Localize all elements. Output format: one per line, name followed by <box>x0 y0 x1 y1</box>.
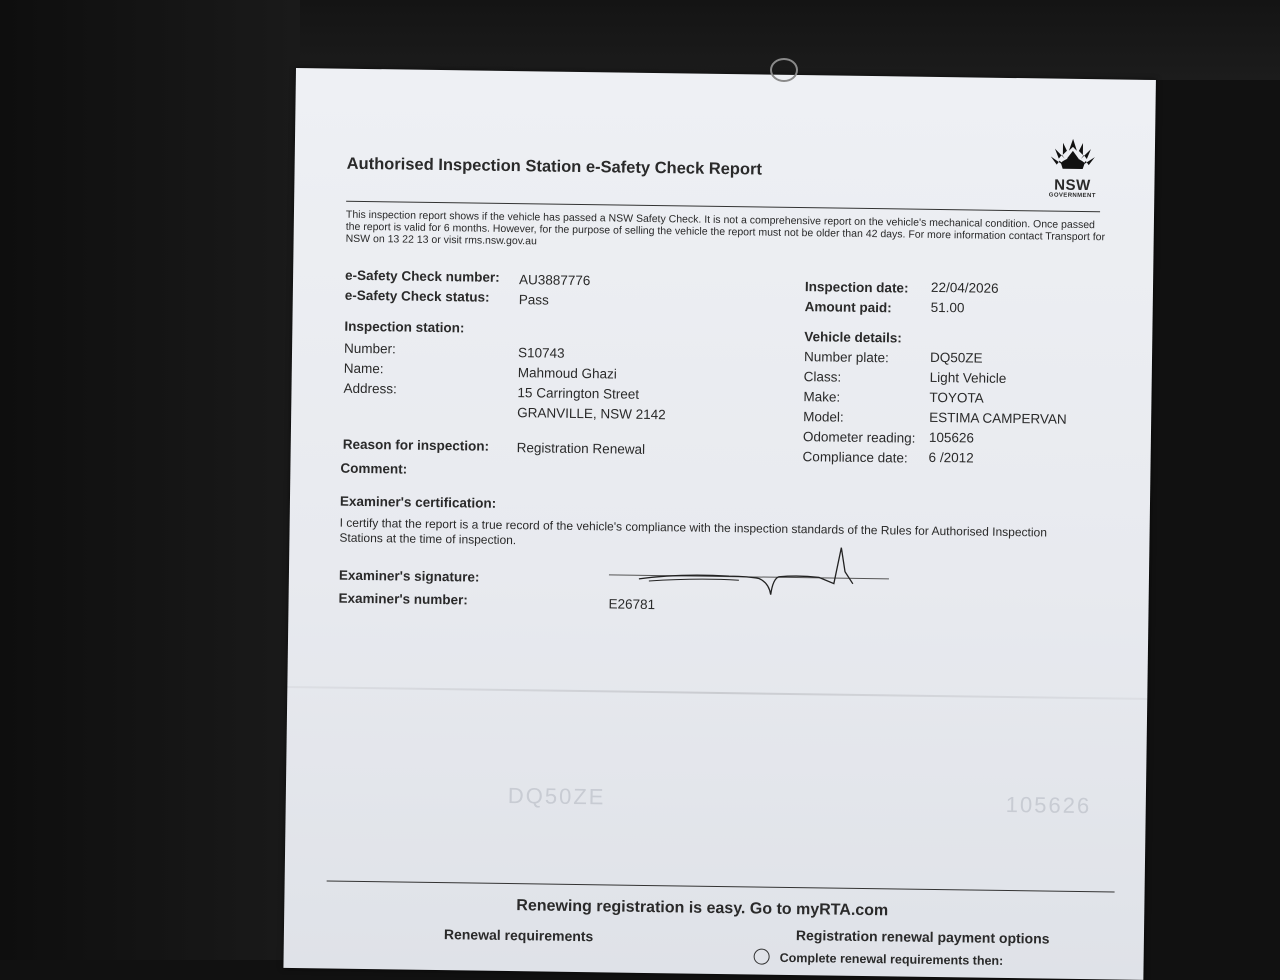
embossed-plate-impression: DQ50ZE <box>507 783 606 810</box>
logo-wordmark: NSW <box>1054 176 1091 195</box>
class-value: Light Vehicle <box>929 369 1007 386</box>
model-value: ESTIMA CAMPERVAN <box>929 409 1067 427</box>
station-name-label: Name: <box>343 360 384 377</box>
vehicle-details-heading: Vehicle details: <box>804 329 902 346</box>
reason-label: Reason for inspection: <box>342 436 490 454</box>
inspection-report-paper <box>283 68 1155 980</box>
payment-option-text: Complete renewal requirements then: <box>779 950 1004 968</box>
odometer-value: 105626 <box>928 429 975 446</box>
check-status-label: e-Safety Check status: <box>344 287 490 305</box>
station-number-value: S10743 <box>517 345 565 361</box>
make-label: Make: <box>803 389 841 405</box>
report-title: Authorised Inspection Station e-Safety Check Report <box>346 154 763 179</box>
class-label: Class: <box>803 369 842 385</box>
washer-object <box>770 58 798 82</box>
report-intro: This inspection report shows if the vehicle has passed a NSW Safety Check. It is not a comprehensive report on the vehicle's mechanical condition. Once passed the report is valid for 6 months. However, for the purpose of selling the vehicle the report must not be older than 42 days. For more information contact Transport for NSW on 13 22 13 or visit rms.nsw.gov.au <box>345 208 1106 248</box>
check-number-label: e-Safety Check number: <box>345 267 500 285</box>
certification-heading: Examiner's certification: <box>339 493 497 511</box>
inspection-station-heading: Inspection station: <box>344 318 465 336</box>
examiner-number-label: Examiner's number: <box>338 590 468 608</box>
reason-value: Registration Renewal <box>516 440 646 457</box>
footer-headline: Renewing registration is easy. Go to myRTA.com <box>516 897 889 920</box>
background-left <box>0 0 300 960</box>
certification-text: I certify that the report is a true record of the vehicle's compliance with the inspection standards of the Rules for Authorised Inspection Stations at the time of inspection. <box>339 515 1048 548</box>
amount-paid-value: 51.00 <box>930 299 965 316</box>
footer-rule <box>327 881 1115 893</box>
station-address-line2: GRANVILLE, NSW 2142 <box>517 405 666 423</box>
station-address-line1: 15 Carrington Street <box>517 385 640 402</box>
payment-option-radio <box>754 948 770 964</box>
station-name-value: Mahmoud Ghazi <box>517 365 617 382</box>
signature-label: Examiner's signature: <box>338 567 480 585</box>
renewal-requirements-heading: Renewal requirements <box>443 926 594 945</box>
odometer-label: Odometer reading: <box>802 429 916 446</box>
inspection-date-label: Inspection date: <box>804 279 909 296</box>
comment-label: Comment: <box>340 460 408 477</box>
compliance-value: 6 /2012 <box>928 449 974 466</box>
model-label: Model: <box>803 409 844 425</box>
station-number-label: Number: <box>343 340 396 357</box>
plate-label: Number plate: <box>803 349 889 366</box>
examiner-number-value: E26781 <box>608 596 656 613</box>
check-number-value: AU3887776 <box>518 272 591 289</box>
nsw-government-logo <box>1042 136 1103 199</box>
examiner-signature <box>619 537 880 601</box>
make-value: TOYOTA <box>929 389 984 406</box>
payment-options-heading: Registration renewal payment options <box>795 927 1050 947</box>
check-status-value: Pass <box>518 292 549 308</box>
paper-fold <box>287 686 1147 700</box>
amount-paid-label: Amount paid: <box>804 299 892 316</box>
compliance-label: Compliance date: <box>802 449 908 466</box>
embossed-odometer-impression: 105626 <box>1005 791 1092 819</box>
logo-subtext: GOVERNMENT <box>1048 192 1096 200</box>
waratah-icon <box>1047 136 1099 173</box>
station-address-label: Address: <box>343 380 397 397</box>
inspection-date-value: 22/04/2026 <box>930 279 999 296</box>
plate-value: DQ50ZE <box>929 349 983 366</box>
